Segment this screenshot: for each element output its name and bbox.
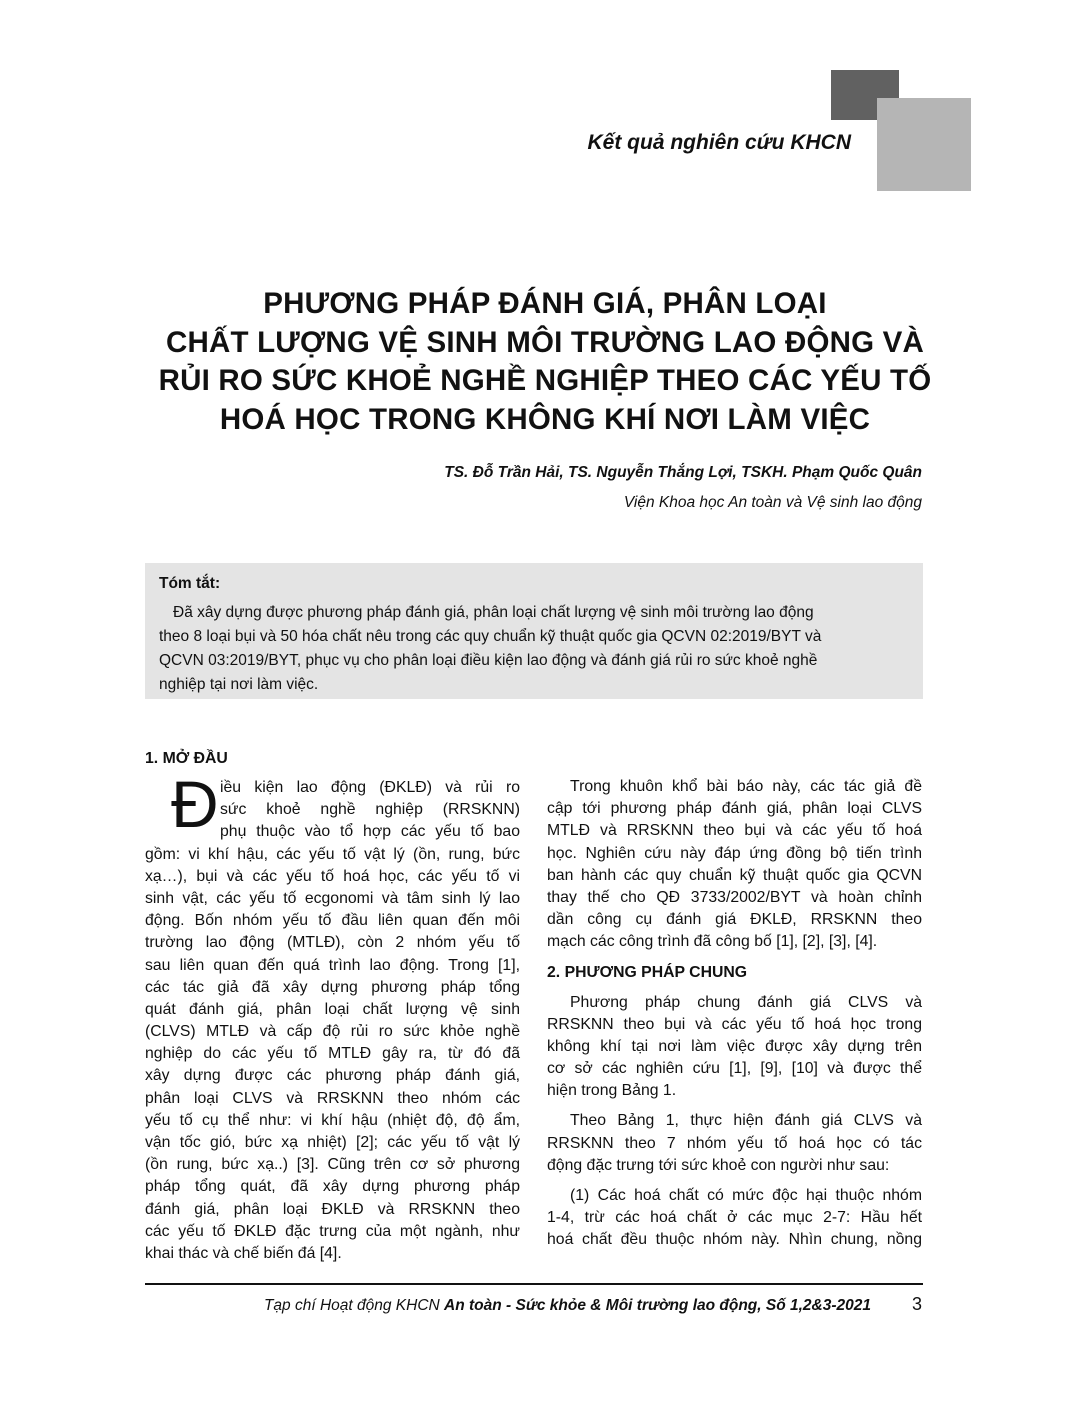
body-line: phụ thuộc vào tổ hợp các yếu tố bao <box>220 823 520 841</box>
journal-name: Tạp chí Hoạt động KHCN <box>263 1297 445 1314</box>
body-line: pháp tổng quát, đã xây dựng phương pháp <box>145 1178 520 1196</box>
body-line: cơ sở các nghiên cứu [1], [9], [10] và được thể <box>547 1060 922 1078</box>
decor-square-light <box>877 98 971 191</box>
body-line: iều kiện lao động (ĐKLĐ) và rủi ro <box>220 779 520 796</box>
intro-paragraph <box>145 767 520 1265</box>
body-line: trường lao động (MTLĐ), còn 2 nhóm yếu tố <box>145 934 520 952</box>
title-line: HOÁ HỌC TRONG KHÔNG KHÍ NƠI LÀM VIỆC <box>219 402 871 436</box>
right-column <box>547 776 922 1252</box>
body-line: RRSKNN theo bụi và các yếu tố hoá học trong <box>547 1015 922 1033</box>
left-column <box>145 747 520 1265</box>
authors: TS. Đỗ Trần Hải, TS. Nguyễn Thắng Lợi, TSKH. Phạm Quốc Quân <box>444 464 922 481</box>
abstract-line: nghiệp tại nơi làm việc. <box>159 676 319 693</box>
journal-footer <box>264 1297 871 1315</box>
body-line: thay thế cho QĐ 3733/2002/BYT và hoàn chỉnh <box>547 888 922 906</box>
body-line: (CLVS) MTLĐ và cấp độ rủi ro sức khỏe nghề <box>145 1023 520 1041</box>
abstract-box <box>145 563 923 699</box>
body-line: khai thác và chế biến đá [4]. <box>145 1244 342 1262</box>
body-line: sau liên quan đến quá trình lao động. Trong [1], <box>145 956 520 974</box>
body-line: xây dựng được các phương pháp đánh giá, <box>145 1067 520 1085</box>
section-heading-method: 2. PHƯƠNG PHÁP CHUNG <box>547 963 748 981</box>
body-line: các yếu tố ĐKLĐ đặc trưng của một ngành, như <box>145 1222 520 1240</box>
affiliation: Viện Khoa học An toàn và Vệ sinh lao động <box>623 494 922 511</box>
body-line: mạch các công trình đã công bố [1], [2], [3], [4]. <box>547 933 878 951</box>
section-heading-intro: 1. MỞ ĐẦU <box>145 750 228 767</box>
body-line: ban hành các quy chuẩn kỹ thuật quốc gia QCVN <box>547 866 922 884</box>
body-line: học. Nghiên cứu này đáp ứng đồng bộ tiến trình <box>547 844 922 862</box>
body-line: vận tốc gió, bức xạ nhiệt) [2]; các yếu tố vật lý <box>145 1134 520 1151</box>
paragraph-method <box>547 992 922 1103</box>
title-line: RỦI RO SỨC KHOẺ NGHỀ NGHIỆP THEO CÁC YẾU TỐ <box>158 364 932 397</box>
body-line: các tác giả đã xây dựng phương pháp tổng <box>145 978 520 996</box>
body-line: đánh giá, phân loại ĐKLĐ và RRSKNN theo <box>145 1200 520 1218</box>
paragraph-groups <box>547 1110 922 1177</box>
paragraph-group-1 <box>547 1185 922 1252</box>
body-line: 1-4, trừ các hoá chất ở các mục 2-7: Hầu hết <box>547 1209 922 1227</box>
body-line: Theo Bảng 1, thực hiện đánh giá CLVS và <box>570 1112 922 1130</box>
dropcap: Đ <box>171 767 219 841</box>
body-line: động. Bốn nhóm yếu tố đầu liên quan đến môi <box>145 912 520 930</box>
article-title <box>100 285 990 439</box>
body-line: MTLĐ và RRSKNN theo bụi và các yếu tố hoá <box>547 822 922 840</box>
body-line: (ồn rung, bức xạ..) [3]. Cũng trên cơ sở phương <box>145 1156 520 1174</box>
body-line: quát đánh giá, phân loại chất lượng vệ sinh <box>145 1000 520 1018</box>
body-line: sinh vật, các yếu tố ecgonomi và tâm sinh lý lao <box>145 889 520 907</box>
body-line: sức khoẻ nghề nghiệp (RRSKNN) <box>220 801 520 819</box>
abstract-line: Đã xây dựng được phương pháp đánh giá, phân loại chất lượng vệ sinh môi trường lao động <box>173 604 814 621</box>
paragraph-scope <box>547 776 922 954</box>
body-line: cập tới phương pháp đánh giá, phân loại CLVS <box>547 800 922 818</box>
body-line: động đặc trưng tới sức khoẻ con người như sau: <box>547 1156 890 1174</box>
body-line: RRSKNN theo 7 nhóm yếu tố hoá học có tác <box>547 1134 922 1152</box>
body-line: Trong khuôn khổ bài báo này, các tác giả đề <box>570 778 922 795</box>
footer-rule <box>145 1283 923 1285</box>
body-line: (1) Các hoá chất có mức độc hại thuộc nhóm <box>570 1187 922 1204</box>
body-line: dần công cụ đánh giá ĐKLĐ, RRSKNN theo <box>547 911 922 929</box>
body-line: hoá chất đều thuộc nhóm này. Nhìn chung, nồng <box>547 1231 922 1249</box>
abstract-line: theo 8 loại bụi và 50 hóa chất nêu trong các quy chuẩn kỹ thuật quốc gia QCVN 02:2019/BYT và <box>159 628 822 645</box>
body-line: phân loại CLVS và RRSKNN theo nhóm các <box>145 1089 520 1107</box>
page-number: 3 <box>912 1294 923 1314</box>
body-line: nghiệp do các yếu tố MTLĐ gây ra, từ đó đã <box>145 1045 520 1063</box>
body-line: không khí tại nơi làm việc được xây dựng trên <box>547 1037 922 1055</box>
title-line: CHẤT LƯỢNG VỆ SINH MÔI TRƯỜNG LAO ĐỘNG VÀ <box>165 325 925 359</box>
abstract-line: QCVN 03:2019/BYT, phục vụ cho phân loại điều kiện lao động và đánh giá rủi ro sức khoẻ nghề <box>159 652 818 669</box>
body-line: xạ…), bụi và các yếu tố hoá học, các yếu tố vi <box>145 867 520 885</box>
abstract-heading: Tóm tắt: <box>159 575 221 592</box>
title-line: PHƯƠNG PHÁP ĐÁNH GIÁ, PHÂN LOẠI <box>263 287 827 320</box>
body-line: Phương pháp chung đánh giá CLVS và <box>570 993 922 1011</box>
body-line: gồm: vi khí hậu, các yếu tố vật lý (ồn, rung, bức <box>145 845 520 863</box>
section-label: Kết quả nghiên cứu KHCN <box>587 131 851 154</box>
body-line: hiện trong Bảng 1. <box>547 1082 677 1100</box>
body-line: yếu tố cụ thể như: vi khí hậu (nhiệt độ, độ ẩm, <box>145 1111 520 1129</box>
journal-issue: An toàn - Sức khỏe & Môi trường lao động, Số 1,2&3-2021 <box>444 1297 871 1314</box>
